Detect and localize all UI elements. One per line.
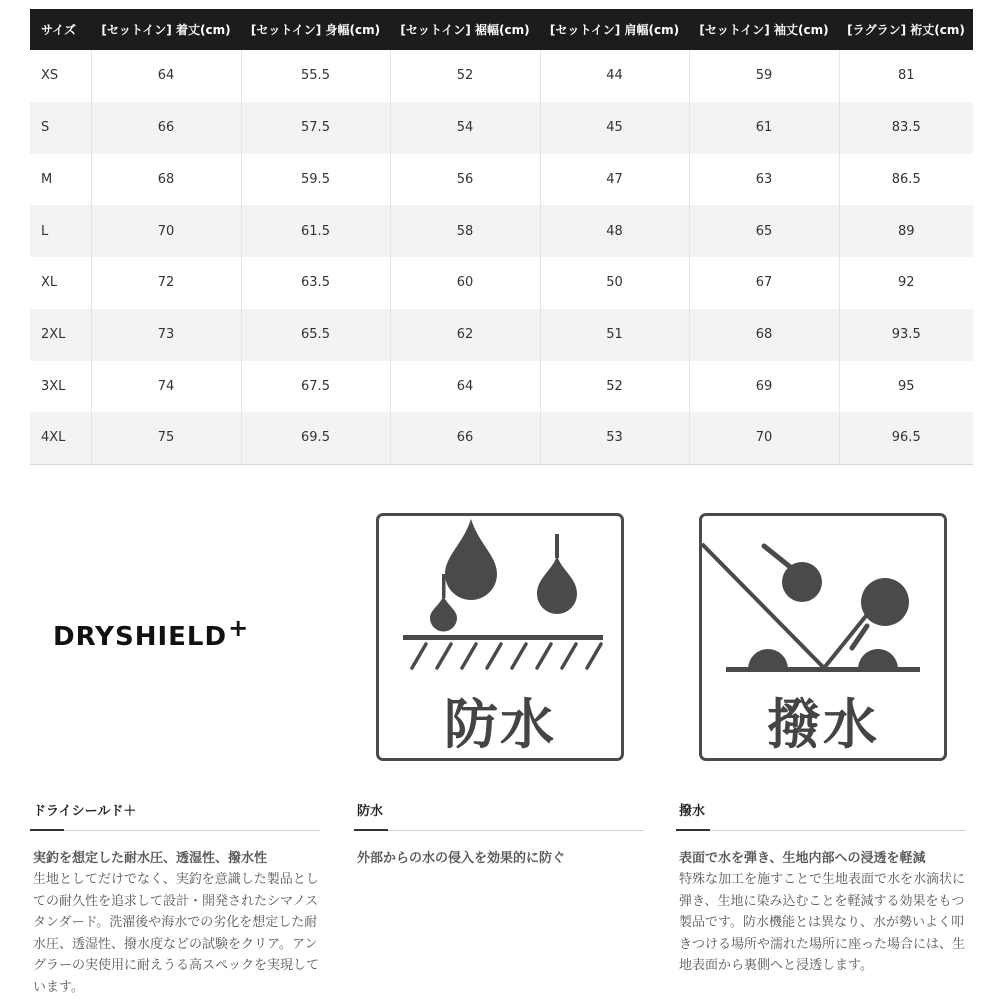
table-cell: 44 (540, 50, 689, 102)
table-cell: 95 (897, 378, 915, 394)
table-row (30, 257, 973, 309)
table-cell: 73 (91, 309, 241, 361)
feature-dryshield (30, 800, 320, 998)
feature-title: ドライシールド＋ (33, 804, 137, 819)
table-header-row (30, 9, 973, 50)
header-shoulder-width: [セットイン] 肩幅(cm) (540, 9, 689, 50)
table-cell: 61 (689, 102, 839, 154)
table-row (30, 50, 973, 102)
table-row (30, 361, 973, 413)
size-cell: 4XL (30, 412, 91, 464)
feature-body: 特殊な加工を施すことで生地表面で水を水滴状に弾き、生地に染み込むことを軽減する効果をもつ製品です。防水機能とは異なり、水が勢いよく叩きつける場所や濡れた場所に座った場合には、生地表面から裏側へと浸透します。 (679, 872, 966, 973)
feature-title: 防水 (357, 804, 384, 819)
feature-lead: 実釣を想定した耐水圧、透湿性、撥水性 (33, 851, 268, 866)
header-size: サイズ (30, 9, 91, 50)
table-cell: 62 (390, 309, 540, 361)
size-cell: XS (30, 50, 91, 102)
table-cell: 47 (540, 154, 689, 206)
table-cell: 70 (689, 412, 839, 464)
header-body-width: [セットイン] 身幅(cm) (241, 9, 390, 50)
table-cell: 68 (91, 154, 241, 206)
feature-waterproof (354, 800, 644, 869)
header-raglan-sleeve: [ラグラン] 裄丈(cm) (839, 9, 973, 50)
table-cell: 72 (91, 257, 241, 309)
size-cell: S (30, 102, 91, 154)
logo-text: DRYSHIELD (53, 622, 228, 652)
table-row (30, 205, 973, 257)
table-row (30, 154, 973, 206)
table-cell: 51 (540, 309, 689, 361)
feature-divider (676, 830, 966, 831)
table-cell: 86.5 (891, 171, 921, 187)
table-cell: 48 (540, 205, 689, 257)
table-cell: 70 (91, 205, 241, 257)
table-cell: 65.5 (241, 309, 390, 361)
size-table (30, 9, 973, 465)
feature-divider (30, 830, 320, 831)
feature-lead: 外部からの水の侵入を効果的に防ぐ (357, 851, 566, 866)
waterproof-label: 防水 (444, 693, 556, 756)
table-cell: 53 (540, 412, 689, 464)
table-cell: 66 (390, 412, 540, 464)
table-cell: 67.5 (241, 361, 390, 413)
table-cell: 64 (91, 50, 241, 102)
logo-plus: + (228, 614, 250, 642)
size-cell: 2XL (30, 309, 91, 361)
size-cell: L (30, 205, 91, 257)
feature-divider (354, 830, 644, 831)
table-cell: 92 (897, 275, 915, 291)
table-cell: 61.5 (241, 205, 390, 257)
table-cell: 81 (897, 68, 915, 84)
table-cell: 75 (91, 412, 241, 464)
table-row (30, 309, 973, 361)
feature-title: 撥水 (679, 804, 706, 819)
table-cell: 63 (689, 154, 839, 206)
table-cell: 60 (390, 257, 540, 309)
table-cell: 65 (689, 205, 839, 257)
size-cell: XL (30, 257, 91, 309)
feature-body: 生地としてだけでなく、実釣を意識した製品としての耐久性を追求して設計・開発されたシマノスタンダード。洗濯後や海水での劣化を想定した耐水圧、透湿性、撥水度などの試験をクリア。アングラーの実使用に耐えうる高スペックを実現しています。 (33, 872, 320, 995)
water-repellent-icon-box (699, 513, 947, 761)
feature-water-repellent (676, 800, 966, 977)
header-hem-width: [セットイン] 裾幅(cm) (390, 9, 540, 50)
table-cell: 55.5 (241, 50, 390, 102)
table-cell: 58 (390, 205, 540, 257)
water-repellent-label: 撥水 (767, 693, 879, 756)
table-cell: 68 (689, 309, 839, 361)
table-cell: 66 (91, 102, 241, 154)
table-cell: 89 (839, 205, 973, 257)
table-cell: 69 (689, 361, 839, 413)
table-row (30, 102, 973, 154)
table-cell: 93.5 (839, 309, 973, 361)
table-cell: 54 (390, 102, 540, 154)
header-length: [セットイン] 着丈(cm) (91, 9, 241, 50)
feature-lead: 表面で水を弾き、生地内部への浸透を軽減 (679, 851, 926, 866)
table-cell: 59 (689, 50, 839, 102)
table-cell: 56 (390, 154, 540, 206)
table-cell: 52 (540, 361, 689, 413)
table-cell: 69.5 (241, 412, 390, 464)
table-cell: 74 (91, 361, 241, 413)
table-cell: 45 (540, 102, 689, 154)
table-cell: 67 (689, 257, 839, 309)
table-cell: 57.5 (241, 102, 390, 154)
table-cell: 59.5 (241, 154, 390, 206)
dryshield-logo (53, 614, 250, 652)
table-cell: 63.5 (241, 257, 390, 309)
header-sleeve-length: [セットイン] 袖丈(cm) (689, 9, 839, 50)
table-cell: 50 (540, 257, 689, 309)
waterproof-icon-box (376, 513, 624, 761)
size-cell: M (30, 154, 91, 206)
table-cell: 52 (390, 50, 540, 102)
table-cell: 96.5 (839, 412, 973, 464)
table-cell: 83.5 (839, 102, 973, 154)
size-cell: 3XL (30, 361, 91, 413)
table-row (30, 412, 973, 464)
table-cell: 64 (390, 361, 540, 413)
